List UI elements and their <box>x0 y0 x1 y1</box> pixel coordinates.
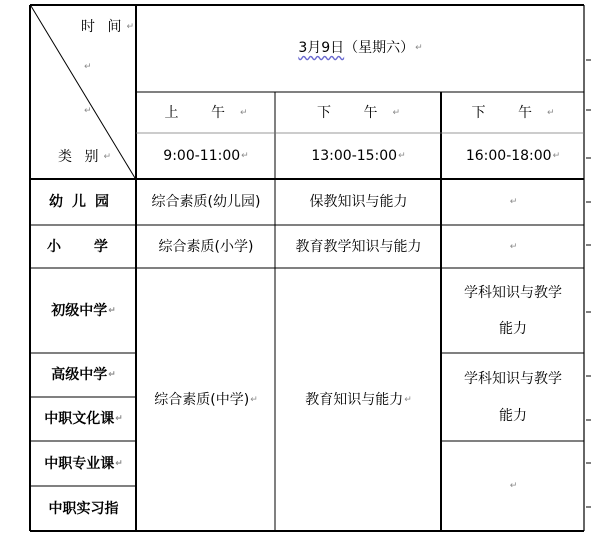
primary-afternoon-subject: 教育教学知识与能力 <box>295 238 422 255</box>
category-vocational-culture: 中职文化课 ↵ <box>44 411 123 428</box>
period-afternoon-1: 下 午 ↵ <box>317 104 400 121</box>
category-senior-high: 高级中学 ↵ <box>51 367 116 384</box>
time-morning: 9:00-11:00 ↵ <box>163 148 249 165</box>
paragraph-mark: ↵ <box>84 106 92 116</box>
time-afternoon-2: 16:00-18:00 ↵ <box>465 148 561 165</box>
junior-subject-knowledge: 学科知识与教学 能力 <box>464 284 562 337</box>
kindergarten-morning-subject: 综合素质(幼儿园) <box>151 194 261 211</box>
date-header: 3月9日 （星期六） ↵ <box>298 40 423 57</box>
corner-category-label: 类 别 ↵ <box>58 148 111 165</box>
kindergarten-afternoon-subject: 保教知识与能力 <box>309 194 408 211</box>
corner-time-label: 时 间 ↵ <box>81 18 134 35</box>
kindergarten-empty-cell: ↵ <box>509 197 518 208</box>
primary-empty-cell: ↵ <box>509 241 518 252</box>
period-morning: 上 午 ↵ <box>164 104 248 121</box>
category-vocational-major: 中职专业课 ↵ <box>44 455 123 472</box>
period-afternoon-2: 下 午 ↵ <box>471 104 555 121</box>
category-primary: 小 学 <box>47 238 108 255</box>
middle-morning-subject: 综合素质(中学) ↵ <box>154 391 258 408</box>
category-junior-middle: 初级中学 ↵ <box>51 302 116 319</box>
primary-morning-subject: 综合素质(小学) <box>158 238 254 255</box>
category-kindergarten: 幼儿园 <box>49 194 118 211</box>
paragraph-mark: ↵ <box>84 62 92 72</box>
time-afternoon-1: 13:00-15:00 ↵ <box>311 148 406 165</box>
vocational-empty-cell: ↵ <box>509 481 518 492</box>
senior-subject-knowledge: 学科知识与教学 能力 <box>464 371 562 424</box>
middle-afternoon-subject: 教育知识与能力 ↵ <box>305 391 412 408</box>
category-vocational-practice: 中职实习指 <box>48 500 119 517</box>
